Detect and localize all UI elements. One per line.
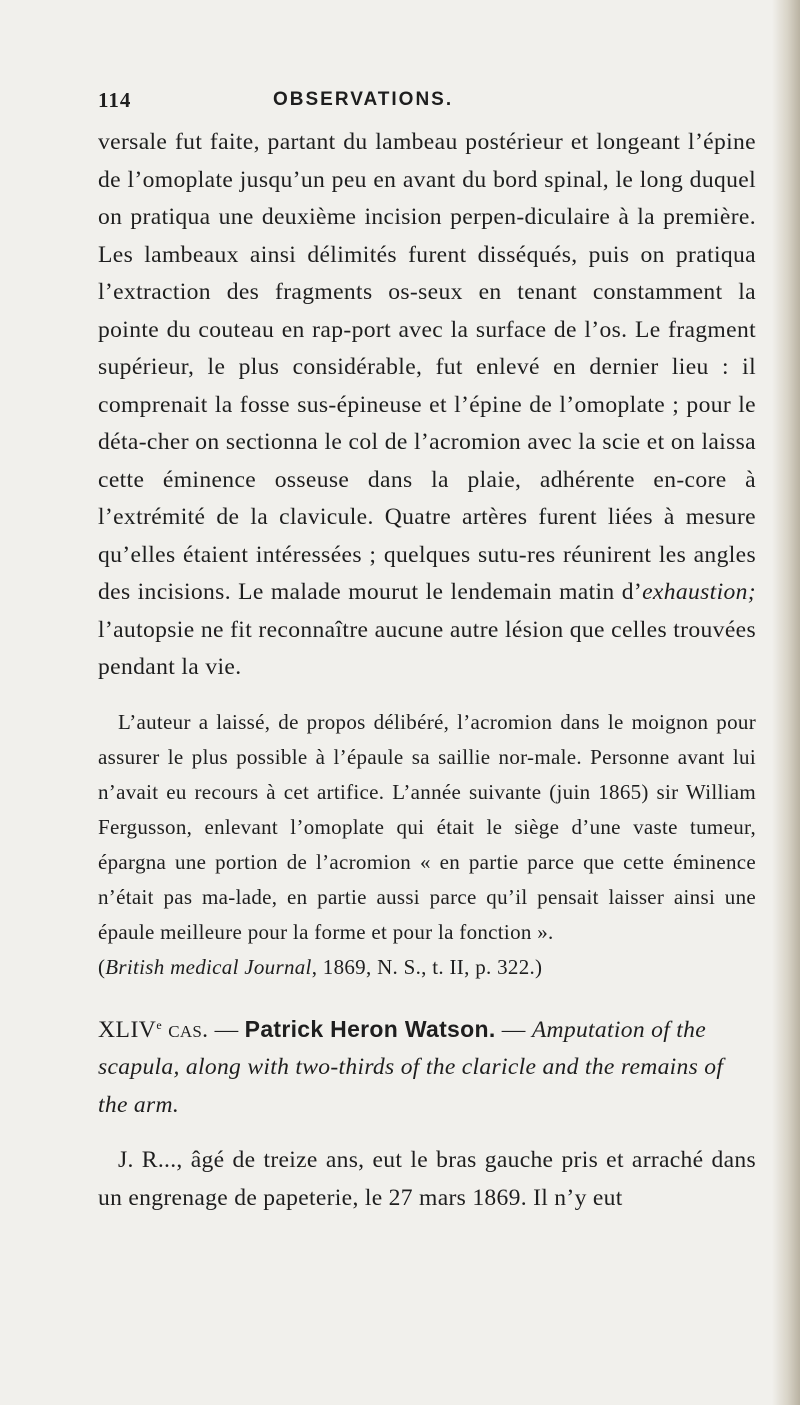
main-paragraph-text-1: versale fut faite, partant du lambeau postérieur et longeant l’épine de l’omoplate jusqu’un peu en avant du bord spinal, le long duquel on pratiqua une deuxième incision perpen-diculaire à la première. Les lambeaux ainsi délimités furent disséqués, puis on pratiqua l’extraction des fragments os-seux en tenant constamment la pointe du couteau en rap-port avec la surface de l’os. Le fragment supérieur, le plus considérable, fut enlevé en dernier lieu : il comprenait la fosse sus-épineuse et l’épine de l’omoplate ; pour le déta-cher on sectionna le col de l’acromion avec la scie et on laissa cette éminence osseuse dans la plaie, adhérente en-core à l’extrémité de la clavicule. Quatre artères furent liées à mesure qu’elles étaient intéressées ; quelques sutu-res réunirent les angles des incisions. Le malade mourut le lendemain matin d’ xyxy=(98,129,756,605)
page-header xyxy=(98,88,756,124)
case-title: Amputation of the scapula, along with two-thirds of the claricle and the remains of the arm. xyxy=(98,1016,724,1118)
book-page xyxy=(98,88,756,1217)
case-number-superscript: e xyxy=(156,1017,162,1032)
main-paragraph xyxy=(98,124,756,687)
case-surgeon: Patrick Heron Watson. xyxy=(244,1015,496,1042)
case-heading xyxy=(98,1011,756,1125)
running-title: OBSERVATIONS. xyxy=(273,89,454,110)
page-number: 114 xyxy=(98,88,132,112)
case-dash-1: — xyxy=(208,1016,245,1043)
main-paragraph-text-2: l’autopsie ne fit reconnaître aucune autre lésion que celles trouvées pendant la vie. xyxy=(98,616,756,680)
case-label: cas. xyxy=(168,1016,209,1043)
page-edge-shadow xyxy=(772,0,800,1405)
case-number: XLIV xyxy=(98,1016,157,1043)
case-body: J. R..., âgé de treize ans, eut le bras gauche pris et arraché dans un engrenage de papeterie, le 27 mars 1869. Il n’y eut xyxy=(98,1147,756,1211)
case-dash-2: — xyxy=(495,1016,532,1043)
main-paragraph-italic: exhaustion; xyxy=(642,579,756,605)
citation-details: , 1869, N. S., t. II, p. 322.) xyxy=(311,954,543,979)
author-note-text: L’auteur a laissé, de propos délibéré, l’acromion dans le moignon pour assurer le plus possible à l’épaule sa saillie nor-male. Personne avant lui n’avait eu recours à cet artifice. L’année suivante (juin 1865) sir William Fergusson, enlevant l’omoplate qui était le siège d’une vaste tumeur, épargna une portion de l’acromion « en partie parce que cette éminence n’était pas ma-lade, en partie aussi parce qu’il pensait laisser ainsi une épaule meilleure pour la forme et pour la fonction ». xyxy=(98,709,756,944)
citation-journal: British medical Journal xyxy=(105,954,312,979)
author-note xyxy=(98,705,756,985)
citation-open: ( xyxy=(98,954,106,979)
